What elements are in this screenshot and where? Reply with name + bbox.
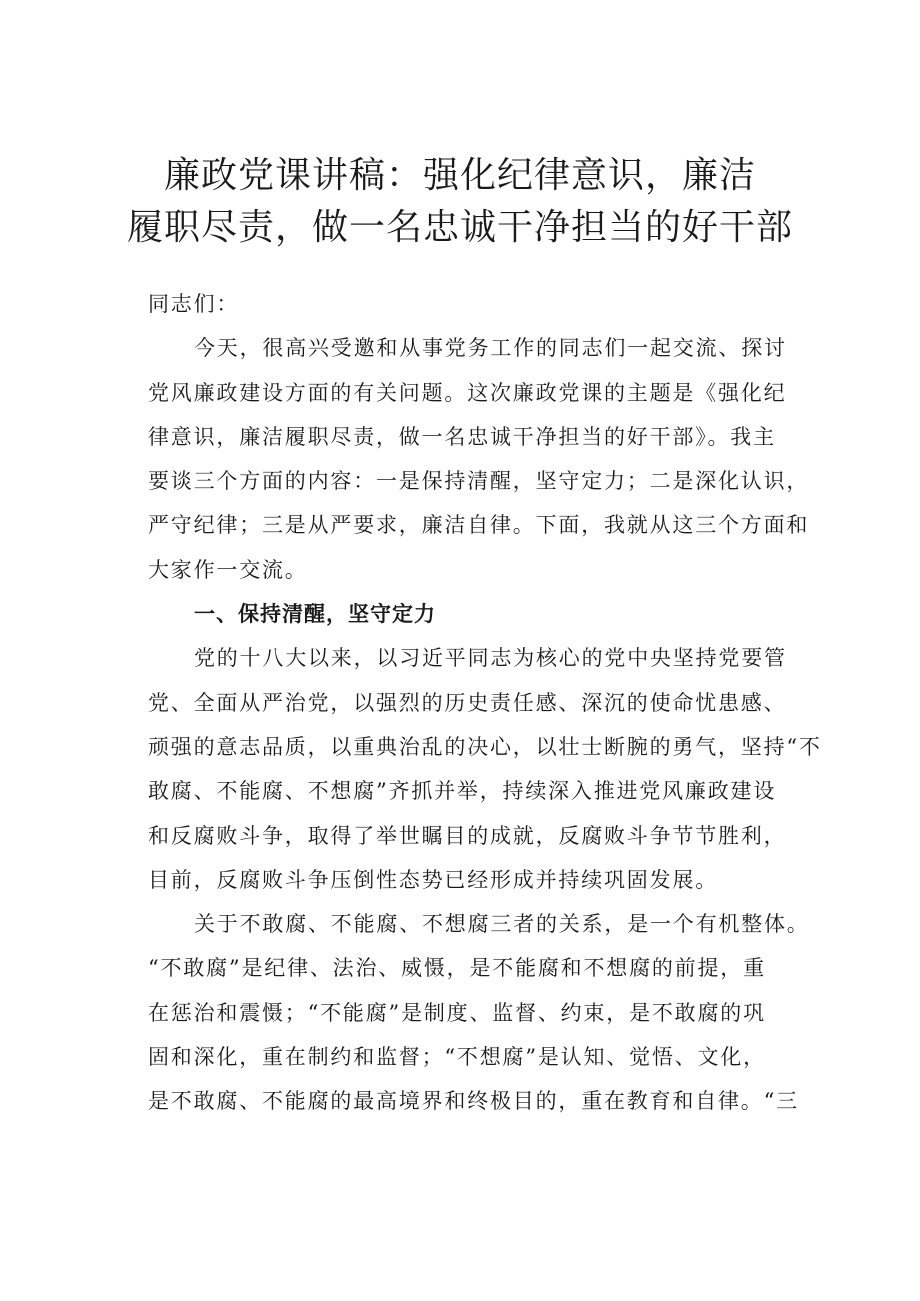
paragraph-three-relations bbox=[148, 902, 808, 1123]
paragraph-line: 大家作一交流。 bbox=[148, 557, 308, 582]
title-line-2: 履职尽责，做一名忠诚干净担当的好干部 bbox=[126, 207, 793, 248]
paragraph-line: 敢腐、不能腐、不想腐”齐抓并举，持续深入推进党风廉政建设 bbox=[148, 779, 777, 804]
title-line-1: 廉政党课讲稿：强化纪律意识，廉洁 bbox=[163, 155, 756, 196]
document-body bbox=[148, 282, 822, 1124]
paragraph-introduction bbox=[148, 326, 808, 592]
paragraph-line: “不敢腐”是纪律、法治、威慑，是不能腐和不想腐的前提，重 bbox=[148, 956, 766, 981]
paragraph-line: 目前，反腐败斗争压倒性态势已经形成并持续巩固发展。 bbox=[148, 867, 718, 892]
paragraph-line: 顽强的意志品质，以重典治乱的决心，以壮士断腕的勇气，坚持“不 bbox=[148, 734, 822, 759]
paragraph-line: 在惩治和震慑；“不能腐”是制度、监督、约束，是不敢腐的巩 bbox=[148, 1000, 766, 1025]
salutation: 同志们： bbox=[148, 292, 240, 316]
paragraph-line: 关于不敢腐、不能腐、不想腐三者的关系，是一个有机整体。 bbox=[194, 912, 810, 937]
paragraph-line: 党风廉政建设方面的有关问题。这次廉政党课的主题是《强化纪 bbox=[148, 380, 787, 405]
section-heading-1: 一、保持清醒，坚守定力 bbox=[194, 602, 436, 627]
paragraph-line: 党、全面从严治党，以强烈的历史责任感、深沉的使命忧患感、 bbox=[148, 690, 787, 715]
paragraph-line: 要谈三个方面的内容：一是保持清醒，坚守定力；二是深化认识， bbox=[148, 469, 810, 494]
paragraph-line: 和反腐败斗争，取得了举世瞩目的成就，反腐败斗争节节胜利， bbox=[148, 823, 787, 848]
document-title bbox=[120, 150, 800, 254]
paragraph-anti-corruption bbox=[148, 636, 822, 902]
paragraph-line: 今天，很高兴受邀和从事党务工作的同志们一起交流、探讨 bbox=[194, 336, 787, 361]
paragraph-line: 党的十八大以来，以习近平同志为核心的党中央坚持党要管 bbox=[194, 646, 787, 671]
paragraph-line: 固和深化，重在制约和监督；“不想腐”是认知、觉悟、文化， bbox=[148, 1045, 766, 1070]
paragraph-line: 律意识，廉洁履职尽责，做一名忠诚干净担当的好干部》。我主 bbox=[148, 424, 776, 449]
paragraph-line: 严守纪律；三是从严要求，廉洁自律。下面，我就从这三个方面和 bbox=[148, 513, 810, 538]
paragraph-line: 是不敢腐、不能腐的最高境界和终极目的，重在教育和自律。“三 bbox=[148, 1089, 799, 1114]
